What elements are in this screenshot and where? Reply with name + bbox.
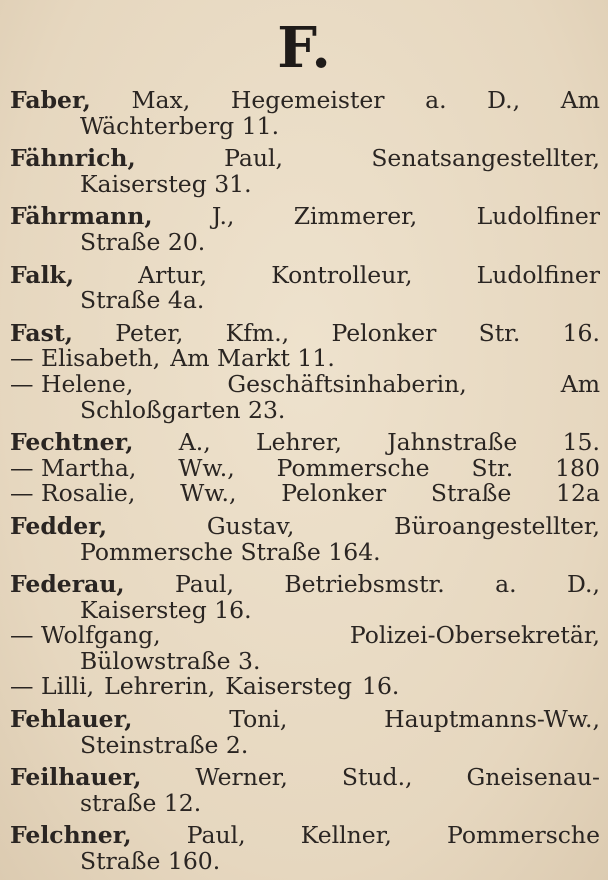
entry-word: Werner, (195, 763, 288, 792)
entry-first-line (10, 481, 600, 507)
directory-entry (10, 318, 600, 347)
entry-list (10, 88, 600, 875)
entry-continuation: Wächterberg 11. (80, 111, 280, 140)
entry-name: — Rosalie, (10, 479, 136, 508)
entry-name: Felchner, (10, 821, 132, 850)
entry-continuation: straße 12. (80, 788, 202, 817)
directory-entry (10, 674, 600, 700)
entry-word: Pelonker (331, 318, 437, 347)
entry-word: a. (495, 570, 517, 599)
entry-word: Gneisenau- (466, 763, 600, 792)
entry-word: Zimmerer, (293, 202, 418, 231)
entry-word: Max, (131, 86, 191, 114)
directory-entry (10, 707, 600, 758)
entry-word: Betriebsmstr. (284, 570, 445, 599)
entry-word: Am (560, 369, 600, 398)
directory-entry (10, 572, 600, 623)
entry-word: Ww., (180, 479, 237, 508)
entry-continuation: Schloßgarten 23. (80, 395, 286, 424)
entry-name: — Helene, (10, 369, 134, 398)
entry-word: Paul, (224, 144, 283, 173)
directory-entry (10, 481, 600, 507)
entry-name: — Lilli, (10, 672, 95, 701)
entry-continuation: Kaisersteg 16. (80, 595, 252, 624)
entry-name: Fährmann, (10, 202, 153, 231)
entry-word: Str. (471, 453, 514, 482)
entry-word: 15. (562, 428, 600, 457)
directory-entry (10, 260, 600, 315)
entry-word: Lehrer, (256, 428, 342, 457)
entry-word: Peter, (115, 318, 184, 347)
entry-first-line (10, 765, 600, 791)
entry-first-line (10, 572, 600, 598)
entry-name: Faber, (10, 86, 91, 114)
entry-name: Fechtner, (10, 428, 134, 457)
entry-word: Pommersche (276, 453, 430, 482)
directory-entry (10, 204, 600, 255)
entry-first-line (10, 204, 600, 230)
entry-word: J., (211, 202, 235, 231)
entry-word: Jahnstraße (387, 428, 518, 457)
directory-entry (10, 823, 600, 874)
entry-word: 180 (555, 453, 600, 482)
entry-word: A., (178, 428, 211, 457)
entry-name: — Martha, (10, 453, 137, 482)
entry-word: Artur, (138, 260, 208, 289)
entry-word: Ludolfiner (476, 202, 600, 231)
entry-first-line (10, 823, 600, 849)
entry-continuation: Straße 20. (80, 227, 206, 256)
entry-first-line (10, 623, 600, 649)
entry-word: Ww., (178, 453, 235, 482)
directory-entry (10, 346, 600, 372)
entry-first-line (10, 88, 600, 114)
entry-word: Kaisersteg (225, 672, 353, 701)
entry-continuation: Steinstraße 2. (80, 730, 249, 759)
entry-word: Polizei-Obersekretär, (349, 621, 600, 650)
entry-continuation: Kaisersteg 31. (80, 169, 252, 198)
entry-word: Kellner, (300, 821, 392, 850)
entry-first-line (10, 707, 600, 733)
entry-word: Str. (478, 318, 521, 347)
entry-name: Falk, (10, 260, 75, 289)
entry-name: — Wolfgang, (10, 621, 161, 650)
directory-entry (10, 430, 600, 456)
entry-first-line (10, 674, 600, 700)
entry-word: Am (560, 86, 600, 114)
entry-name: Fedder, (10, 511, 108, 540)
entry-word: Ludolfiner (476, 260, 600, 289)
entry-word: 16. (362, 672, 400, 701)
entry-word: a. (425, 86, 447, 114)
entry-word: Stud., (341, 763, 413, 792)
entry-word: D., (567, 570, 600, 599)
directory-entry (10, 511, 600, 566)
entry-first-line (10, 346, 600, 372)
directory-entry (10, 453, 600, 482)
entry-first-line (10, 260, 600, 289)
entry-word: Hauptmanns-Ww., (384, 705, 600, 734)
entry-word: 16. (562, 318, 600, 347)
entry-word: Pelonker (281, 479, 387, 508)
entry-word: Straße (430, 479, 512, 508)
entry-word: Paul, (175, 570, 234, 599)
entry-first-line (10, 146, 600, 172)
entry-word: D., (487, 86, 521, 114)
entry-first-line (10, 453, 600, 482)
entry-word: Senatsangestellter, (371, 144, 600, 173)
entry-word: Hegemeister (230, 86, 385, 114)
entry-continuation: Pommersche Straße 164. (80, 537, 381, 566)
entry-first-line (10, 369, 600, 398)
entry-word: Büroangestellter, (394, 511, 600, 540)
entry-word: 12a (556, 479, 600, 508)
directory-entry (10, 623, 600, 674)
entry-first-line (10, 430, 600, 456)
directory-entry (10, 146, 600, 197)
directory-entry (10, 765, 600, 816)
entry-name: Fehlauer, (10, 705, 133, 734)
entry-word: Am Markt 11. (170, 344, 335, 373)
section-letter: F. (277, 15, 331, 81)
entry-word: Lehrerin, (104, 672, 216, 701)
entry-word: Kfm., (225, 318, 290, 347)
entry-first-line (10, 318, 600, 347)
entry-continuation: Straße 4a. (80, 286, 205, 315)
entry-word: Kontrolleur, (271, 260, 413, 289)
entry-word: Geschäftsinhaberin, (227, 369, 467, 398)
entry-name: Fähnrich, (10, 144, 136, 173)
entry-continuation: Bülowstraße 3. (80, 646, 261, 675)
entry-name: Fast, (10, 318, 73, 347)
entry-name: Feilhauer, (10, 763, 142, 792)
entry-word: Pommersche (447, 821, 600, 850)
entry-word: Gustav, (206, 511, 295, 540)
entry-word: Paul, (186, 821, 246, 850)
entry-first-line (10, 511, 600, 540)
entry-name: Federau, (10, 570, 125, 599)
entry-continuation: Straße 160. (80, 847, 221, 876)
directory-entry (10, 88, 600, 139)
entry-name: — Elisabeth, (10, 344, 161, 373)
entry-word: Toni, (229, 705, 288, 734)
directory-entry (10, 369, 600, 424)
